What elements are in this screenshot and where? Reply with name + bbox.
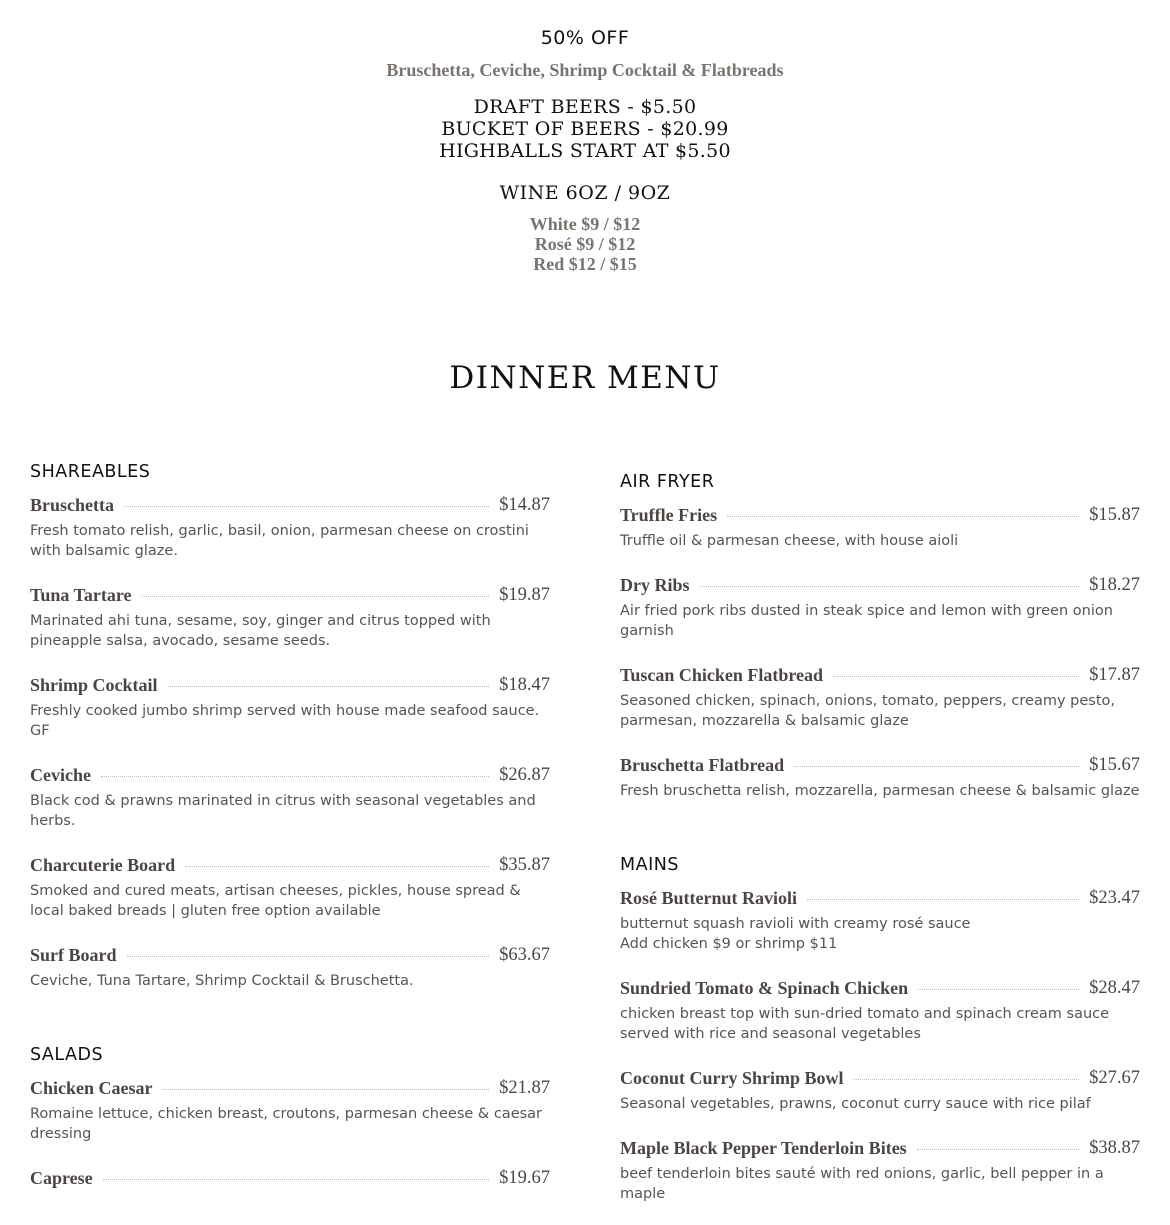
dotted-leader: [833, 676, 1079, 677]
menu-item-ceviche: [30, 762, 550, 831]
item-description: Marinated ahi tuna, sesame, soy, ginger and citrus topped with pineapple salsa, avocado, sesame seeds.: [30, 613, 491, 649]
dotted-leader: [127, 956, 490, 957]
item-price: $23.47: [1089, 887, 1140, 908]
menu-item-maple-black-pepper-tenderloin-bites: [620, 1135, 1140, 1204]
section-title-mains: MAINS: [620, 855, 679, 875]
left-column: [30, 462, 550, 1212]
item-description: Seasoned chicken, spinach, onions, tomato, peppers, creamy pesto, parmesan, mozzarella & balsamic glaze: [620, 693, 1116, 729]
item-name: Bruschetta: [30, 494, 114, 515]
item-price: $35.87: [499, 854, 550, 875]
menu-item-truffle-fries: [620, 502, 1140, 551]
dotted-leader: [700, 586, 1080, 587]
menu-title: DINNER MENU: [449, 360, 721, 396]
item-price: $15.87: [1089, 504, 1140, 525]
item-description: beef tenderloin bites sauté with red onions, garlic, bell pepper in a maple: [620, 1166, 1104, 1202]
dotted-leader: [794, 766, 1079, 767]
wine-title: WINE 6OZ / 9OZ: [499, 182, 671, 204]
section-title-air-fryer: AIR FRYER: [620, 472, 715, 492]
dotted-leader: [185, 866, 489, 867]
menu-item-coconut-curry-shrimp-bowl: [620, 1065, 1140, 1114]
item-price: $27.67: [1089, 1067, 1140, 1088]
menu-item-caprese: [30, 1165, 550, 1191]
dotted-leader: [103, 1179, 489, 1180]
dotted-leader: [163, 1089, 490, 1090]
item-description: Romaine lettuce, chicken breast, croutons, parmesan cheese & caesar dressing: [30, 1106, 543, 1142]
item-description: chicken breast top with sun-dried tomato and spinach cream sauce served with rice and seasonal vegetables: [620, 1006, 1110, 1042]
menu-item-shrimp-cocktail: [30, 672, 550, 741]
dotted-leader: [727, 516, 1079, 517]
item-name: Chicken Caesar: [30, 1077, 153, 1098]
item-price: $19.67: [499, 1167, 550, 1188]
item-name: Sundried Tomato & Spinach Chicken: [620, 977, 909, 998]
item-price: $21.87: [499, 1077, 550, 1098]
promo-subtitle: Bruschetta, Ceviche, Shrimp Cocktail & Flatbreads: [386, 60, 784, 80]
drink-specials: [0, 96, 1170, 162]
item-price: $18.27: [1089, 574, 1140, 595]
item-description: Ceviche, Tuna Tartare, Shrimp Cocktail & Bruschetta.: [30, 973, 414, 989]
item-name: Rosé Butternut Ravioli: [620, 887, 797, 908]
item-price: $63.67: [499, 944, 550, 965]
dotted-leader: [918, 989, 1079, 990]
item-name: Tuna Tartare: [30, 584, 132, 605]
menu-item-bruschetta-flatbread: [620, 752, 1140, 801]
item-description: Air fried pork ribs dusted in steak spice and lemon with green onion garnish: [620, 603, 1113, 639]
item-name: Shrimp Cocktail: [30, 674, 158, 695]
item-description: Fresh tomato relish, garlic, basil, onion, parmesan cheese on crostini with balsamic glaze.: [30, 523, 529, 559]
right-column: [620, 472, 1140, 1225]
item-price: $15.67: [1089, 754, 1140, 775]
menu-item-bruschetta: [30, 492, 550, 561]
menu-item-surf-board: [30, 942, 550, 991]
item-price: $18.47: [499, 674, 550, 695]
item-description: Smoked and cured meats, artisan cheeses, pickles, house spread & local baked breads | gluten free option available: [30, 883, 521, 919]
item-description: Truffle oil & parmesan cheese, with house aioli: [620, 533, 959, 549]
item-price: $28.47: [1089, 977, 1140, 998]
drink-special: HIGHBALLS START AT $5.50: [439, 140, 731, 162]
section-title-shareables: SHAREABLES: [30, 462, 151, 482]
item-price: $14.87: [499, 494, 550, 515]
menu-item-sundried-tomato-spinach-chicken: [620, 975, 1140, 1044]
item-price: $17.87: [1089, 664, 1140, 685]
item-name: Maple Black Pepper Tenderloin Bites: [620, 1137, 907, 1158]
menu-item-tuscan-chicken-flatbread: [620, 662, 1140, 731]
wine-price: Red $12 / $15: [533, 254, 637, 274]
item-price: $19.87: [499, 584, 550, 605]
promo-title: 50% OFF: [540, 27, 630, 49]
wine-list: [0, 214, 1170, 274]
drink-special: DRAFT BEERS - $5.50: [473, 96, 697, 118]
item-name: Truffle Fries: [620, 504, 718, 525]
dotted-leader: [917, 1149, 1079, 1150]
dotted-leader: [807, 899, 1079, 900]
drink-special: BUCKET OF BEERS - $20.99: [441, 118, 729, 140]
section-title-salads: SALADS: [30, 1045, 104, 1065]
dotted-leader: [124, 506, 489, 507]
item-name: Bruschetta Flatbread: [620, 754, 785, 775]
wine-price: Rosé $9 / $12: [534, 234, 636, 254]
item-name: Tuscan Chicken Flatbread: [620, 664, 824, 685]
item-name: Dry Ribs: [620, 574, 690, 595]
dotted-leader: [168, 686, 490, 687]
menu-item-rose-butternut-ravioli: [620, 885, 1140, 954]
dotted-leader: [142, 596, 490, 597]
item-name: Ceviche: [30, 764, 91, 785]
item-name: Coconut Curry Shrimp Bowl: [620, 1067, 844, 1088]
menu-item-tuna-tartare: [30, 582, 550, 651]
item-price: $38.87: [1089, 1137, 1140, 1158]
wine-price: White $9 / $12: [529, 214, 641, 234]
item-description: Fresh bruschetta relish, mozzarella, parmesan cheese & balsamic glaze: [620, 783, 1140, 799]
item-description: Black cod & prawns marinated in citrus with seasonal vegetables and herbs.: [30, 793, 536, 829]
item-description: butternut squash ravioli with creamy rosé sauce Add chicken $9 or shrimp $11: [620, 916, 971, 952]
menu-item-dry-ribs: [620, 572, 1140, 641]
item-price: $26.87: [499, 764, 550, 785]
item-description: Seasonal vegetables, prawns, coconut curry sauce with rice pilaf: [620, 1096, 1091, 1112]
item-name: Charcuterie Board: [30, 854, 176, 875]
item-description: Freshly cooked jumbo shrimp served with house made seafood sauce. GF: [30, 703, 540, 739]
menu-item-chicken-caesar: [30, 1075, 550, 1144]
menu-item-charcuterie-board: [30, 852, 550, 921]
item-name: Caprese: [30, 1167, 93, 1188]
dotted-leader: [101, 776, 489, 777]
item-name: Surf Board: [30, 944, 117, 965]
dotted-leader: [854, 1079, 1080, 1080]
